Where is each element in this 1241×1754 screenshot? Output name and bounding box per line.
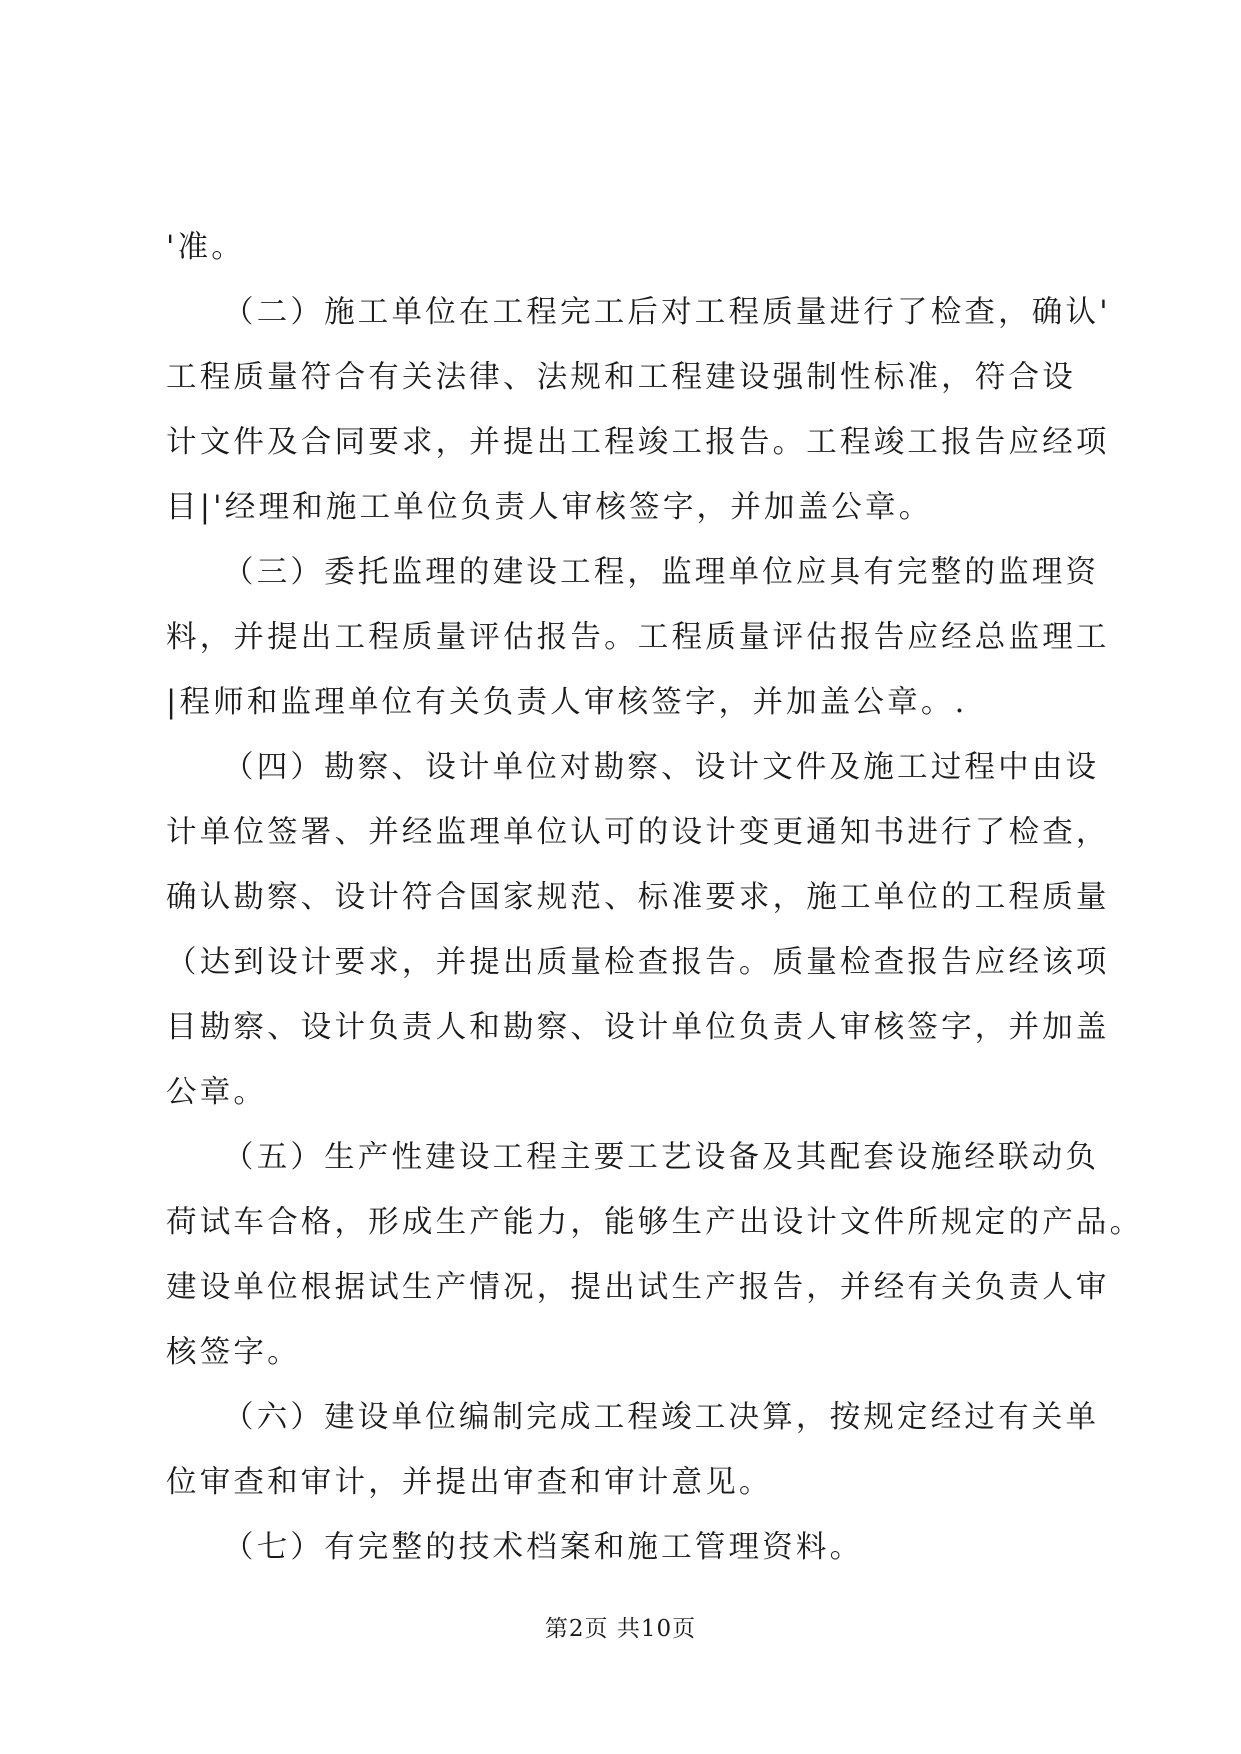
text-line: 确认勘察、设计符合国家规范、标准要求，施工单位的工程质量 (166, 880, 1110, 915)
text-line: （七）有完整的技术档案和施工管理资料。 (223, 1530, 864, 1565)
text-line: （四）勘察、设计单位对勘察、设计文件及施工过程中由设 (223, 750, 1100, 785)
page-footer (0, 1610, 1241, 1643)
text-line: 荷试车合格，形成生产能力，能够生产出设计文件所规定的产品。 (166, 1205, 1144, 1240)
text-line: '准。 (166, 230, 245, 265)
text-line: 建设单位根据试生产情况，提出试生产报告，并经有关负责人审 (166, 1270, 1110, 1305)
text-line: 公章。 (166, 1075, 268, 1110)
document-body (166, 230, 1144, 1596)
text-line: |程师和监理单位有关负责人审核签字，并加盖公章。. (166, 685, 968, 720)
text-line: 工程质量符合有关法律、法规和工程建设强制性标准，符合设 (166, 360, 1076, 395)
text-line: 料，并提出工程质量评估报告。工程质量评估报告应经总监理工 (166, 620, 1110, 655)
text-line: 目勘察、设计负责人和勘察、设计单位负责人审核签字，并加盖 (166, 1010, 1110, 1045)
text-line: 目|'经理和施工单位负责人审核签字，并加盖公章。 (166, 490, 933, 525)
text-line: 核签字。 (166, 1335, 301, 1370)
text-line: （五）生产性建设工程主要工艺设备及其配套设施经联动负 (223, 1140, 1100, 1175)
text-line: （三）委托监理的建设工程，监理单位应具有完整的监理资 (223, 555, 1100, 590)
text-line: 计单位签署、并经监理单位认可的设计变更通知书进行了检查， (166, 815, 1110, 850)
text-line: 位审查和审计，并提出审查和审计意见。 (166, 1465, 773, 1500)
text-line: （六）建设单位编制完成工程竣工决算，按规定经过有关单 (223, 1400, 1100, 1435)
text-line: （达到设计要求，并提出质量检查报告。质量检查报告应经该项 (166, 945, 1110, 980)
text-line: （二）施工单位在工程完工后对工程质量进行了检查，确认' (223, 295, 1111, 330)
text-line: 计文件及合同要求，并提出工程竣工报告。工程竣工报告应经项 (166, 425, 1110, 460)
page-number-label: 第2页 共10页 (544, 1616, 697, 1642)
